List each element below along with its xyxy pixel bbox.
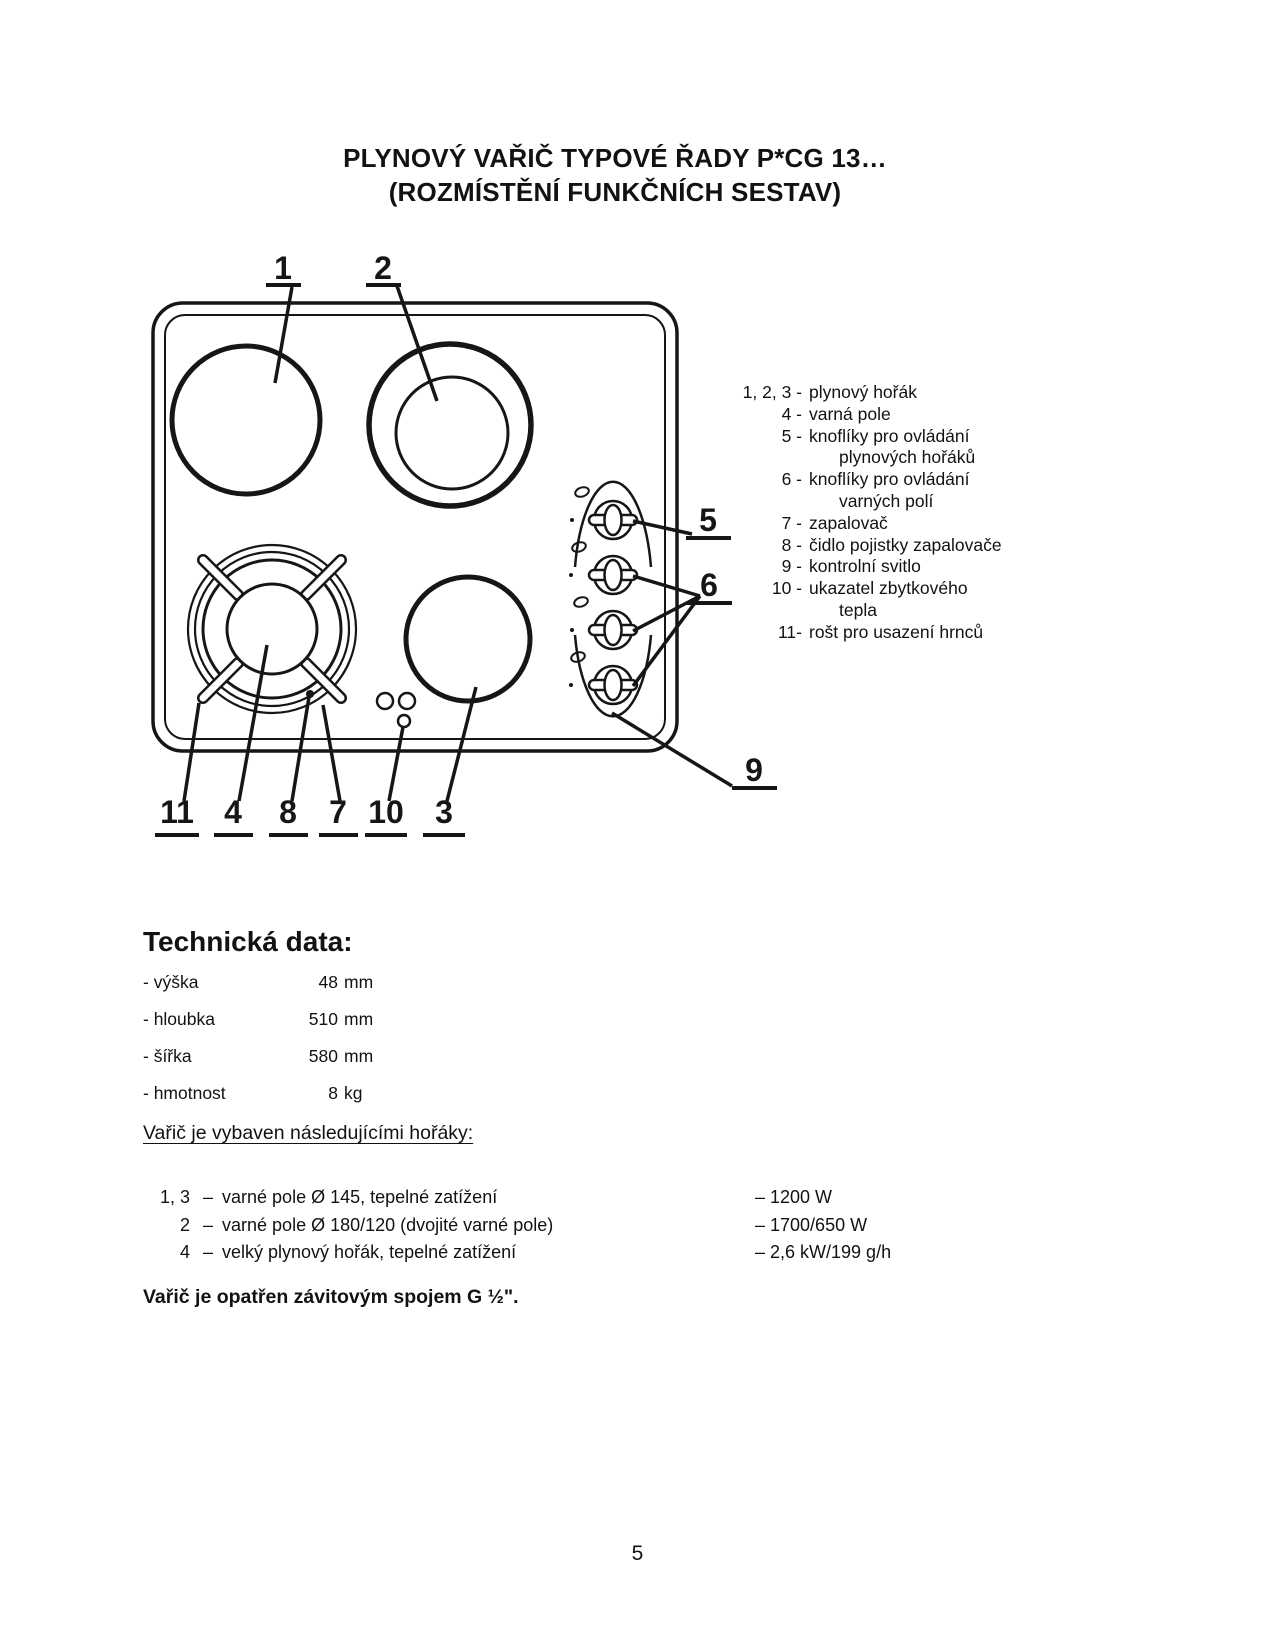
tech-row-unit: mm <box>344 1009 374 1029</box>
legend-item-line1: knoflíky pro ovládání <box>809 425 970 446</box>
callout-6-number: 6 <box>700 567 718 603</box>
legend-item <box>722 382 1002 404</box>
callout-5-number: 5 <box>699 502 717 538</box>
tech-row-label: - hmotnost <box>143 1083 226 1103</box>
callout-4-number: 4 <box>224 794 242 830</box>
burner-row-rating: – 2,6 kW/199 g/h <box>755 1242 892 1262</box>
tech-row-label: - hloubka <box>143 1009 215 1029</box>
tech-row-unit: mm <box>344 1046 374 1066</box>
callout-2-number: 2 <box>374 250 392 286</box>
legend-item-number: 9 - <box>781 556 802 577</box>
burner-row-number: 1, 3 <box>159 1187 190 1207</box>
legend-item-text: kontrolní svitlo <box>809 556 921 577</box>
legend-item-text <box>809 469 970 513</box>
burner-row-number: 2 <box>179 1214 190 1235</box>
burners-table <box>143 1184 1143 1267</box>
burner-row-description: velký plynový hořák, tepelné zatížení <box>222 1242 517 1262</box>
legend-item-number: 5 - <box>781 425 802 446</box>
page-title <box>0 141 1230 209</box>
tech-row-label: - šířka <box>143 1046 192 1066</box>
legend-item-line2: plynových hořáků <box>839 447 976 468</box>
legend-item <box>722 622 1002 644</box>
callout-10-number: 10 <box>368 794 404 830</box>
tech-row-unit: kg <box>344 1083 363 1103</box>
legend-item-number: 11- <box>778 621 802 642</box>
callout-8-number: 8 <box>279 794 297 830</box>
burner-row <box>143 1239 1143 1267</box>
legend-item-text: plynový hořák <box>809 382 917 402</box>
tech-data-row <box>143 1009 373 1046</box>
legend-item <box>722 404 1002 426</box>
legend-item-number: 1, 2, 3 - <box>742 382 802 402</box>
burner-row-description: varné pole Ø 145, tepelné zatížení <box>222 1187 498 1207</box>
callout-9-number: 9 <box>745 752 763 788</box>
tech-data-row <box>143 972 373 1009</box>
legend-item-line1: ukazatel zbytkového <box>809 578 968 599</box>
tech-row-value: 510 <box>308 1009 338 1029</box>
title-line-1: PLYNOVÝ VAŘIČ TYPOVÉ ŘADY P*CG 13… <box>343 143 887 173</box>
legend-item-number: 10 - <box>771 578 802 599</box>
legend-item-line2: varných polí <box>839 490 934 511</box>
legend-item-text: zapalovač <box>809 512 888 533</box>
legend-item <box>722 469 1002 513</box>
legend-item-number: 7 - <box>781 512 802 533</box>
burner-row-rating: – 1200 W <box>755 1187 833 1207</box>
legend-item-number: 4 - <box>781 403 802 424</box>
burner-row-rating: – 1700/650 W <box>755 1214 868 1235</box>
tech-data-heading: Technická data: <box>143 926 353 957</box>
title-line-2: (ROZMÍSTĚNÍ FUNKČNÍCH SESTAV) <box>388 177 842 207</box>
tech-data-row <box>143 1083 373 1120</box>
diagram-legend <box>722 382 1002 644</box>
burners-heading: Vařič je vybaven následujícími hořáky: <box>143 1122 474 1144</box>
legend-item-text: čidlo pojistky zapalovače <box>809 534 1002 555</box>
legend-item-line1: knoflíky pro ovládání <box>809 469 970 490</box>
legend-item-text <box>809 578 968 622</box>
tech-row-value: 580 <box>308 1046 338 1066</box>
burner-row <box>143 1212 1143 1240</box>
burner-row-dash: – <box>203 1187 214 1207</box>
connection-note: Vařič je opatřen závitovým spojem G ½". <box>143 1286 519 1308</box>
legend-item <box>722 426 1002 470</box>
burner-row-dash: – <box>203 1242 214 1262</box>
callout-7-number: 7 <box>329 794 347 830</box>
callout-11-number: 11 <box>160 794 194 830</box>
legend-item <box>722 513 1002 535</box>
burner-row-dash: – <box>203 1214 214 1235</box>
tech-row-value: 48 <box>318 972 338 992</box>
page-number: 5 <box>631 1542 644 1565</box>
legend-item <box>722 578 1002 622</box>
tech-row-label: - výška <box>143 972 199 992</box>
legend-item-number: 6 - <box>781 469 802 490</box>
igniter-sensor-dot <box>306 690 314 698</box>
legend-item-text <box>809 426 975 470</box>
burner-row-description: varné pole Ø 180/120 (dvojité varné pole) <box>222 1214 554 1235</box>
tech-data-table <box>143 972 373 1120</box>
tech-row-value: 8 <box>328 1083 338 1103</box>
legend-item-text: varná pole <box>809 403 891 424</box>
callout-1-number: 1 <box>274 250 292 286</box>
callout-3-number: 3 <box>435 794 453 830</box>
legend-item-number: 8 - <box>781 534 802 555</box>
cooktop-diagram <box>120 235 780 855</box>
tech-data-row <box>143 1046 373 1083</box>
legend-item <box>722 535 1002 557</box>
burner-row <box>143 1184 1143 1212</box>
burner-row-number: 4 <box>179 1242 190 1262</box>
legend-item <box>722 556 1002 578</box>
legend-item-text: rošt pro usazení hrnců <box>809 621 984 642</box>
legend-item-line2: tepla <box>839 599 877 620</box>
tech-row-unit: mm <box>344 972 374 992</box>
